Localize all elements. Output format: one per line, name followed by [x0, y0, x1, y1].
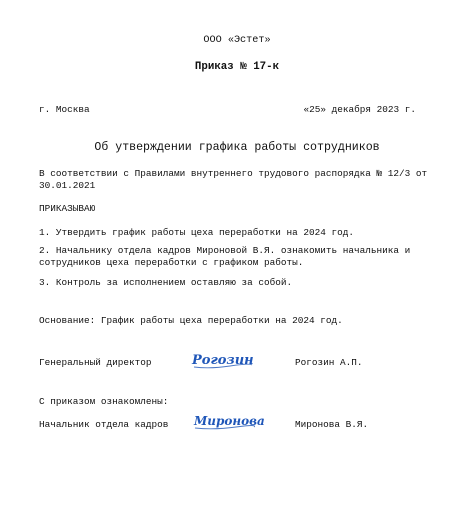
order-city: г. Москва: [39, 104, 90, 115]
orders-word: ПРИКАЗЫВАЮ: [39, 203, 96, 214]
hr-head-position: Начальник отдела кадров: [39, 419, 169, 430]
order-title: Приказ № 17-к: [194, 61, 280, 73]
acknowledged-title: С приказом ознакомлены:: [39, 396, 169, 407]
order-item: 1. Утвердить график работы цеха переработки на 2024 год.: [39, 227, 355, 238]
organization-name: ООО «Эстет»: [203, 35, 271, 46]
hr-head-signature-image: [192, 409, 265, 431]
order-basis: Основание: График работы цеха переработки на 2024 год.: [39, 315, 343, 326]
director-signature-image: [190, 348, 254, 370]
order-preamble: В соответствии с Правилами внутреннего трудового распорядка № 12/3 от 30.01.2021: [39, 168, 428, 191]
hr-head-signature: [192, 409, 265, 431]
director-position: Генеральный директор: [39, 357, 152, 368]
order-item: 3. Контроль за исполнением оставляю за собой.: [39, 277, 293, 288]
order-date: «25» декабря 2023 г.: [303, 104, 416, 115]
director-signature-text: Рогозин: [192, 353, 254, 368]
order-subject: Об утверждении графика работы сотрудников: [94, 141, 380, 154]
hr-head-signature-text: Миронова: [194, 414, 265, 428]
director-name: Рогозин А.П.: [295, 357, 363, 368]
hr-head-name: Миронова В.Я.: [295, 419, 369, 430]
order-item: 2. Начальнику отдела кадров Мироновой В.Я. ознакомить начальника и сотрудников цеха переработки с графиком работы.: [39, 245, 411, 268]
director-signature: [190, 348, 254, 370]
